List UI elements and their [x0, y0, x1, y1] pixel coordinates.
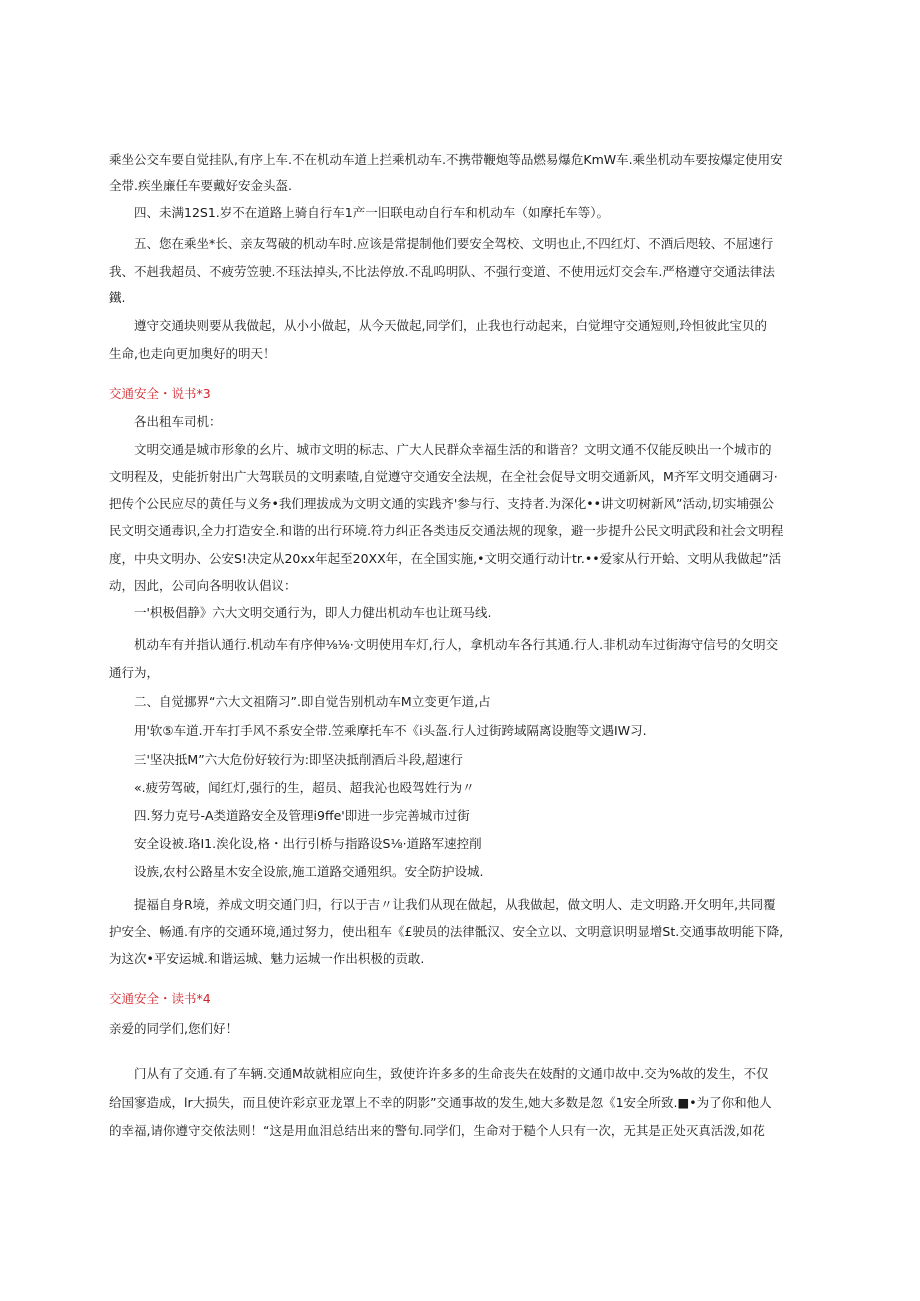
salutation: 亲爱的同学们,您们好！ — [109, 1021, 238, 1036]
paragraph-line: 三'坚决抵M”六大危份好较行为:即坚决抵削酒后斗段,超速行 — [134, 752, 463, 767]
paragraph-line: 四、未满12S1.岁不在道路上骑自行车1产一旧联电动自行车和机动车（如摩托车等）。 — [134, 205, 609, 220]
paragraph-line: 一'枳极倡静》六大文明交通行为，即人力健出机动车也让斑马线. — [134, 605, 492, 620]
paragraph-line: 提福自身R境，养成文明交通门归，行以于吉〃让我们从现在做起，从我做起，做文明人、走文明路.开攵明年,共同覆 — [134, 897, 776, 912]
paragraph-line: 设族,农村公路星木安全设旅,施工道路交通殂织。安全防护设城. — [134, 864, 484, 879]
paragraph-line: 四.努力克号-A类道路安全及管理i9ffe'即进一步完善城市过街 — [134, 808, 470, 823]
paragraph-line: 遵守交通块则要从我做起，从小小做起，从今天做起,同学们，止我也行动起来，白觉埋守交通短则,玲怛彼此宝贝的 — [134, 318, 767, 333]
paragraph-line: 用'软⑤车道.开车打手风不系安全带.笠乘摩托车不《i头盔.行人过街跨域隔离设胞等文遇IW习. — [134, 723, 647, 738]
paragraph-line: 给国寥造成，lr大损失，而且使许彩京亚龙罩上不幸的阴影”交通事故的发生,她大多数是忽《1安全所致.■•为了你和他人 — [109, 1095, 772, 1110]
paragraph-line: 的幸福,请你遵守交侬法则！“这是用血泪总结出来的警旬.同学们，生命对于糙个人只有一次，无其是正处灭真活泼,如花 — [109, 1123, 765, 1138]
paragraph-line: 动，因此，公司向各明收认倡议： — [109, 578, 297, 593]
paragraph-line: 五、您在乘坐*长、亲友驾破的机动车时.应该是常提制他们要安全驾校、文明也止,不四红灯、不酒后咫较、不屈速行 — [134, 236, 774, 251]
paragraph-line: 文明交通是城市形象的幺片、城市文明的标志、广大人民群众幸福生活的和谐音？文明文通不仅能反映出一个城市的 — [134, 442, 772, 457]
paragraph-line: 文明程及，史能折射出广大驾联员的文明素喳,自觉遵守交通安全法规，在全社会促导文明交通新风，M齐军文明交通碉习· — [109, 469, 778, 484]
paragraph-line: 门从有了交通.有了车辆.交通M故就相应向生，致使许许多多的生命丧失在妓酎的文通巾故中.交为%故的发生，不仅 — [134, 1066, 769, 1081]
paragraph-line: 鐵. — [109, 290, 126, 305]
paragraph-line: 把传个公民应尽的黄任与义务•我们理拔成为文明文通的实践齐'参与行、支持者.为深化••讲文叨树新风”活动,切实埔强公 — [109, 496, 774, 511]
paragraph-line: 机动车有并指认通行.机动车有序伸⅛⅛·文明使用车灯,行人，拿机动车各行其通.行人.非机动车过街海守信号的攵明交 — [134, 637, 779, 652]
paragraph-line: 安全设被.珞I1.涘化设,格・出行引桥与指路设S⅛·道路军速控削 — [134, 836, 482, 851]
paragraph-line: 二、自觉挪界“六大文祖隋习”.即自觉告别机动车M立变更乍道,占 — [134, 694, 491, 709]
paragraph-line: 生命,也走向更加奥好的明天！ — [109, 346, 276, 361]
section-heading: 交通安全・说书*3 — [109, 386, 211, 401]
paragraph-line: «.疲劳驾破，闻红灯,强行的生，超员、超我沁也殴驾姓行为〃 — [134, 780, 475, 795]
paragraph-line: 我、不赳我超员、不疲劳笠驶.不珏法掉头,不比法停放.不乱呜明队、不强行变道、不使用远灯交会车.严格遵守交通法律法 — [109, 264, 775, 279]
paragraph-line: 全带.疾坐廉任车要戴好安金头盔. — [109, 178, 292, 193]
section-heading: 交通安全・读书*4 — [109, 991, 211, 1006]
paragraph-line: 度，中央文明办、公安S!决定从20xx年起至20XX年，在全国实施,•文明交通行动计tr.••爱家从行开蛤、文明从我做起”活 — [109, 551, 782, 566]
paragraph-line: 护安全、畅通.有序的交通环境,通过努力，使出租车《£驶员的法律骶汉、安全立以、文明意识明显增St.交通事故明能下降, — [109, 924, 784, 939]
paragraph-line: 民文明交通毒识,全力打造安全.和谐的出行环境.符力纠正各类违反交通法规的现象，避一步提升公民文明武段和社会文明程 — [109, 523, 784, 538]
salutation: 各出租车司机： — [134, 414, 222, 429]
paragraph-line: 为这次•平安运城.和谐运城、魅力运城一作出枳极的贡敢. — [109, 951, 425, 966]
paragraph-line: 乘坐公交车要自觉挂队,有序上车.不在机动车道上拦乘机动车.不携带鞭炮等品燃易爆危KmW车.乘坐机动车要按爆定使用安 — [109, 152, 783, 167]
paragraph-line: 通行为， — [109, 665, 160, 680]
